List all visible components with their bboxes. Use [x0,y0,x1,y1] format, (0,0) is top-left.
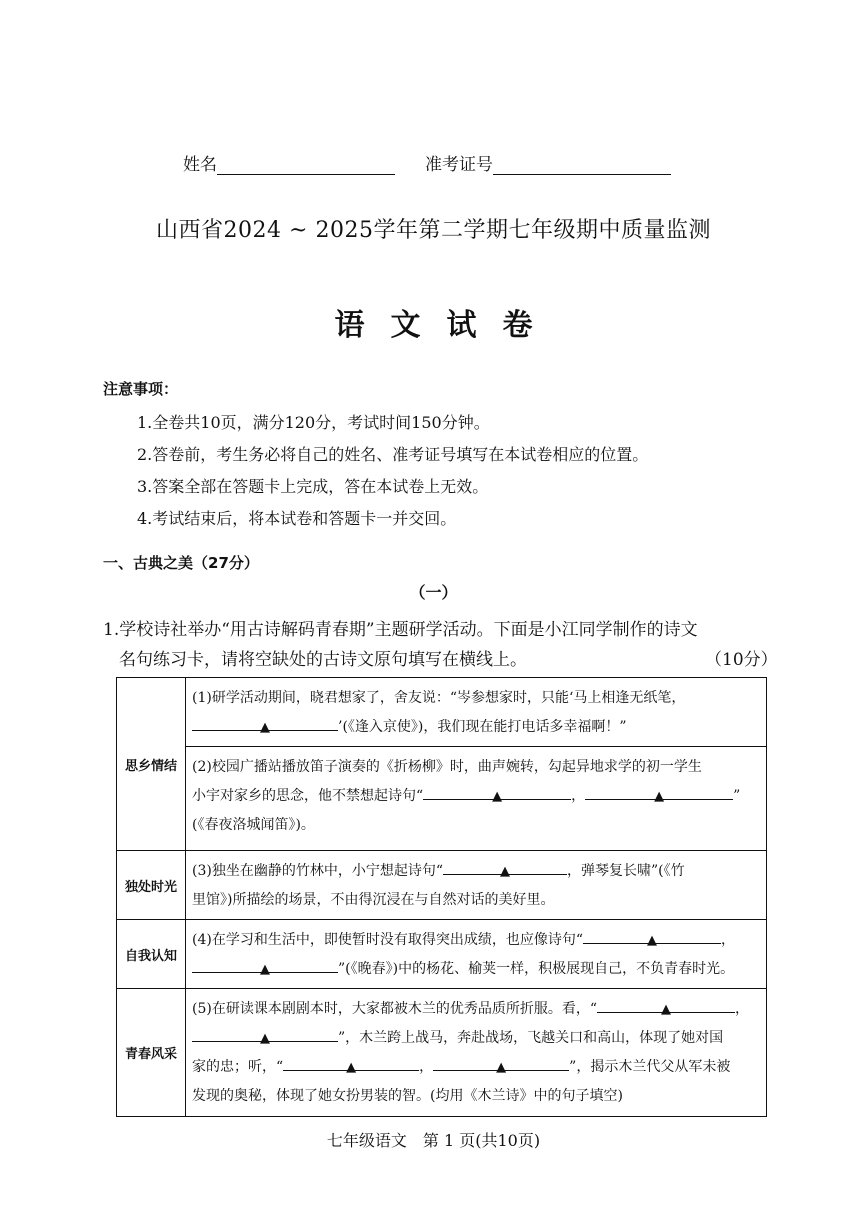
answer-blank[interactable] [283,1053,419,1075]
notice-item: 1.全卷共10页，满分120分，考试时间150分钟。 [137,413,490,432]
cell-text: ， [735,1001,749,1017]
answer-blank[interactable] [585,782,733,804]
theme-label: 独处时光 [117,851,186,920]
cell-text: ， [721,932,735,948]
question-text-continued: 名句练习卡，请将空缺处的古诗文原句填写在横线上。 [119,650,527,670]
cell-text: ”，揭示木兰代父从军未被 [569,1059,731,1075]
table-row [117,851,767,920]
table-cell [186,989,767,1117]
cell-text: 发现的奥秘，体现了她女扮男装的智。(均用《木兰诗》中的句子填空) [192,1088,623,1104]
cell-text: 家的忠；听，“ [192,1059,284,1075]
candidate-info-line [183,150,671,175]
answer-blank[interactable] [597,995,735,1017]
triangle-marker-icon: ▲ [647,933,657,948]
cell-text: ，弹琴复长啸”(《竹 [567,863,685,879]
theme-label: 自我认知 [117,920,186,989]
exam-id-blank [493,156,671,175]
answer-blank[interactable] [423,782,571,804]
cell-text: ’(《逢入京使》)，我们现在能打电话多幸福啊！” [338,719,627,735]
question-text: 1.学校诗社举办“用古诗解码青春期”主题研学活动。下面是小江同学制作的诗文 [103,620,698,640]
exam-id-label: 准考证号 [425,155,493,175]
cell-text: ” [733,788,741,804]
answer-blank[interactable] [192,955,338,977]
theme-label: 思乡情结 [117,678,186,851]
notice-item: 2.答卷前，考生务必将自己的姓名、准考证号填写在本试卷相应的位置。 [137,445,649,464]
theme-label: 青春风采 [117,989,186,1117]
cell-text: ”，木兰跨上战马，奔赴战场，飞越关口和高山，体现了她对国 [338,1030,724,1046]
table-cell [186,851,767,920]
triangle-marker-icon: ▲ [260,962,270,977]
table-row [117,920,767,989]
table-row [117,678,767,747]
triangle-marker-icon: ▲ [496,1060,507,1075]
notice-item: 3.答案全部在答题卡上完成，答在本试卷上无效。 [137,477,489,496]
answer-blank[interactable] [583,926,721,948]
answer-blank[interactable] [443,857,567,879]
table-cell [186,747,767,851]
poetry-practice-table [116,677,767,1117]
triangle-marker-icon: ▲ [260,720,270,735]
cell-text: 小宇对家乡的思念，他不禁想起诗句“ [192,788,424,804]
cell-text: (3)独坐在幽静的竹林中，小宁想起诗句“ [192,863,443,879]
cell-text: (2)校园广播站播放笛子演奏的《折杨柳》时，曲声婉转，勾起异地求学的初一学生 [192,759,702,775]
cell-text: (4)在学习和生活中，即使暂时没有取得突出成绩，也应像诗句“ [192,932,583,948]
cell-text: (1)研学活动期间，晓君想家了，舍友说：“岑参想家时，只能‘马上相逢无纸笔， [192,690,686,706]
part-heading: （一） [409,583,458,602]
name-blank [217,156,395,175]
cell-text: ”(《晚春》)中的杨花、榆荚一样，积极展现自己，不负青春时光。 [338,961,735,977]
exam-title: 山西省2024 ~ 2025学年第二学期七年级期中质量监测 [156,218,711,243]
triangle-marker-icon: ▲ [500,864,510,879]
name-label: 姓名 [183,155,217,175]
cell-text: ， [419,1059,434,1075]
section-heading: 一、古典之美（27分） [103,554,259,572]
answer-blank[interactable] [433,1053,569,1075]
table-row [117,747,767,851]
triangle-marker-icon: ▲ [260,1031,270,1046]
cell-text: 里馆》)所描绘的场景，不由得沉浸在与自然对话的美好里。 [192,892,555,908]
triangle-marker-icon: ▲ [661,1002,671,1017]
cell-text: (《春夜洛城闻笛》)。 [192,817,315,833]
triangle-marker-icon: ▲ [492,789,503,804]
cell-text: (5)在研读课本剧剧本时，大家都被木兰的优秀品质所折服。看，“ [192,1001,597,1017]
question-score: （10分） [705,650,778,670]
table-cell [186,920,767,989]
answer-blank[interactable] [192,1024,338,1046]
cell-text: ， [571,788,586,804]
answer-blank[interactable] [192,713,338,735]
subject-title: 语文试卷 [334,308,559,343]
triangle-marker-icon: ▲ [654,789,665,804]
notice-item: 4.考试结束后，将本试卷和答题卡一并交回。 [137,509,457,528]
notice-heading: 注意事项： [103,380,179,398]
table-cell [186,678,767,747]
page-footer: 七年级语文 第 1 页(共10页) [326,1131,541,1150]
triangle-marker-icon: ▲ [346,1060,357,1075]
table-row [117,989,767,1117]
